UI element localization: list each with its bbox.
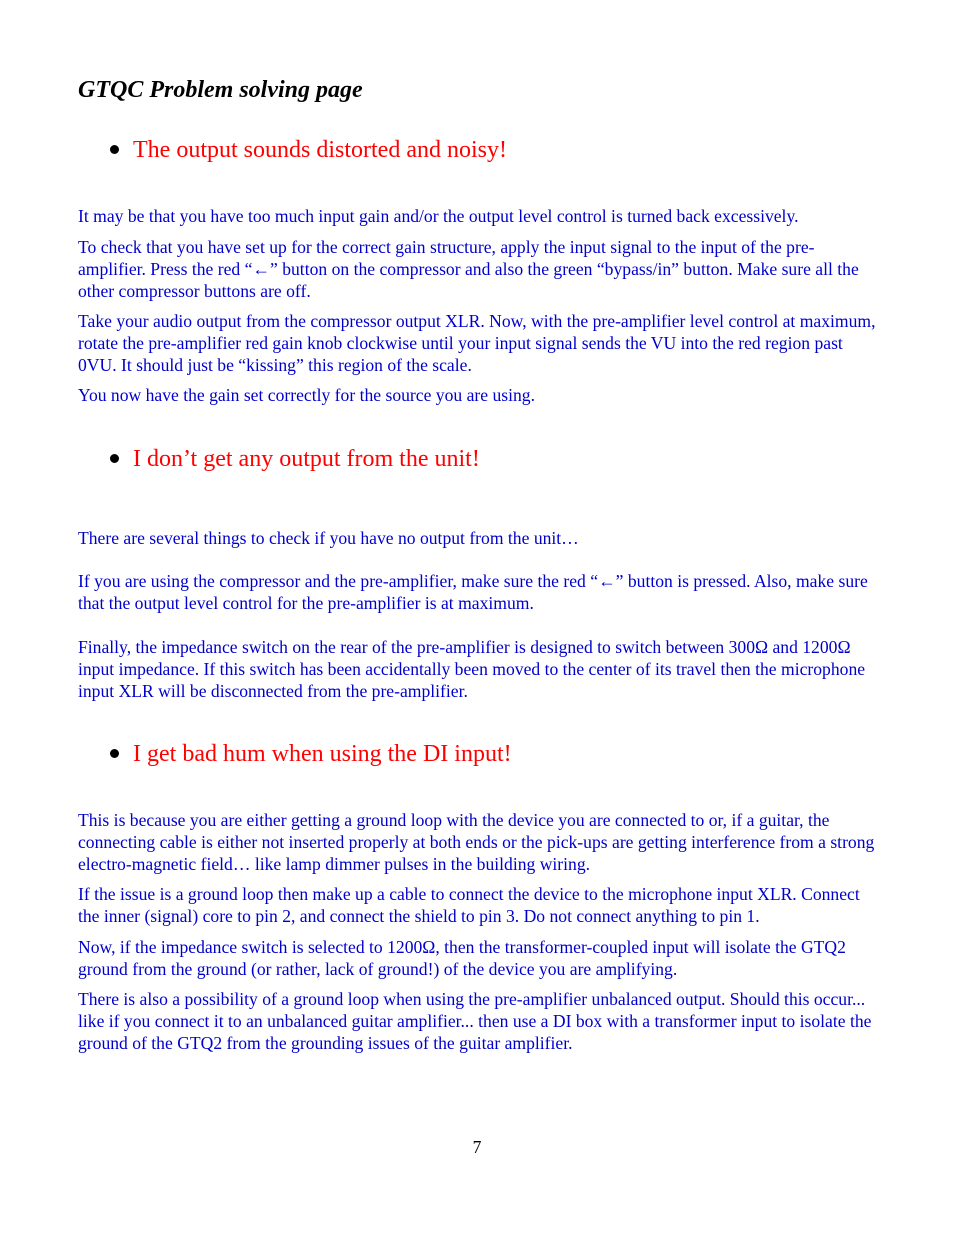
paragraph: This is because you are either getting a ground loop with the device you are connected to or, if a guitar, the connecting cable is either not inserted properly at both ends or the pick-ups are getting interference from a strong electro-magnetic field… like lamp dimmer pulses in the building wiring. xyxy=(78,810,875,874)
paragraph: There are several things to check if you have no output from the unit… xyxy=(78,528,579,548)
paragraph: There is also a possibility of a ground loop when using the pre-amplifier unbalanced output. Should this occur... like if you connect it to an unbalanced guitar amplifier... then use a DI box with a transformer input to isolate the ground of the GTQ2 from the grounding issues of the guitar amplifier. xyxy=(78,989,872,1053)
bullet-icon xyxy=(110,145,119,154)
paragraph: Now, if the impedance switch is selected to 1200Ω, then the transformer-coupled input will isolate the GTQ2 ground from the ground (or rather, lack of ground!) of the device you are amplifying. xyxy=(78,937,846,979)
heading-text: I get bad hum when using the DI input! xyxy=(133,741,512,767)
page-number: 7 xyxy=(472,1137,482,1157)
paragraph: If you are using the compressor and the pre-amplifier, make sure the red “←” button is pressed. Also, make sure that the output level control for the pre-amplifier is at maximum. xyxy=(78,571,868,613)
section-heading-no-output xyxy=(110,446,480,473)
bullet-icon xyxy=(110,749,119,758)
heading-text: I don’t get any output from the unit! xyxy=(133,446,480,472)
paragraph: To check that you have set up for the correct gain structure, apply the input signal to the input of the pre-amplifier. Press the red “←” button on the compressor and also the green “bypass/in” button. Make sure all the other compressor buttons are off. xyxy=(78,237,859,301)
paragraph: You now have the gain set correctly for the source you are using. xyxy=(78,385,535,405)
paragraph: If the issue is a ground loop then make up a cable to connect the device to the microphone input XLR. Connect the inner (signal) core to pin 2, and connect the shield to pin 3. Do not connect anything to pin 1. xyxy=(78,884,860,926)
section-heading-hum xyxy=(110,741,512,768)
paragraph: Take your audio output from the compressor output XLR. Now, with the pre-amplifier level control at maximum, rotate the pre-amplifier red gain knob clockwise until your input signal sends the VU into the red region past 0VU. It should just be “kissing” this region of the scale. xyxy=(78,311,876,375)
heading-text: The output sounds distorted and noisy! xyxy=(133,137,507,163)
bullet-icon xyxy=(110,454,119,463)
section-heading-distorted xyxy=(110,137,507,164)
paragraph: It may be that you have too much input gain and/or the output level control is turned back excessively. xyxy=(78,206,799,226)
page-title: GTQC Problem solving page xyxy=(78,77,363,103)
paragraph: Finally, the impedance switch on the rear of the pre-amplifier is designed to switch between 300Ω and 1200Ω input impedance. If this switch has been accidentally been moved to the center of its travel then the microphone input XLR will be disconnected from the pre-amplifier. xyxy=(78,637,866,701)
